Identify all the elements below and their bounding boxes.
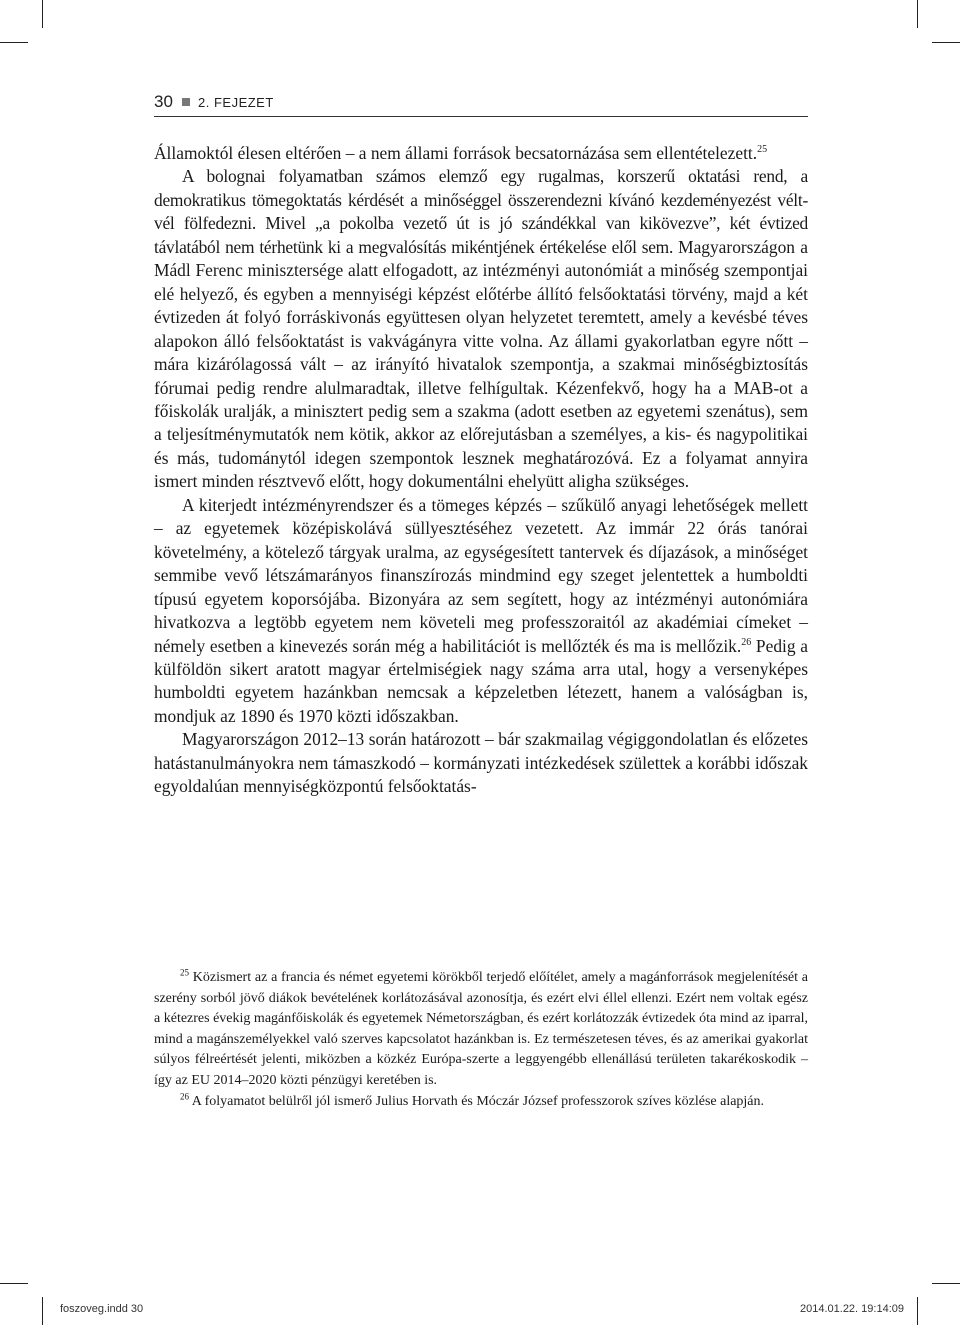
footnote-reference[interactable]: 25 — [757, 144, 768, 156]
running-header — [154, 90, 808, 117]
paragraph — [154, 494, 808, 729]
crop-mark — [42, 0, 43, 28]
footnote-number: 25 — [180, 967, 189, 978]
square-bullet-icon — [182, 98, 190, 106]
paragraph — [154, 142, 808, 165]
paragraph-text: A bolognai folyamatban számos elemző egy rugalmas, korszerű oktatási rend, a demokratikus tömegoktatás kérdését a minőséggel összerendezni kívánó kezdeményezést vélt-vél fölfedezni. Mivel „a pokolba vezető út is jó szándékkal van kikövezve”, két évtized távlatából nem térhetünk ki a megvalósítás mikéntjének értékelése elől sem. — [154, 166, 808, 257]
crop-mark — [932, 42, 960, 43]
footnote-text: Közismert az a francia és német egyetemi körökből terjedő előítélet, amely a magánforrások megjelenítését a szerény sorból jövő diákok bevételének korlátozásával azonosítja, és ezért elvi éllel ellenzi. Ezért nem voltak egész a kétezres évekig magánfőiskolák és egyetemek Németországban, és ezért korlátozzák évtizedek óta mind az iparral, mind a magánszemélyekkel való szerves kapcsolatot hazánkban is. Ez természetesen téves, és az amerikai gyakorlat súlyos félreértését jelenti, miközben a közkéz Európa-szerte a leggyengébb ellenállású területen takarékoskodik – így az EU 2014–2020 közti pénzügyi keretében is. — [154, 970, 809, 1088]
paragraph — [154, 165, 808, 493]
main-text — [154, 142, 808, 799]
crop-mark — [0, 42, 28, 43]
crop-mark — [917, 0, 918, 28]
slug-filename: foszoveg.indd 30 — [60, 1303, 144, 1315]
slug-timestamp: 2014.01.22. 19:14:09 — [800, 1303, 904, 1315]
paragraph-text: A kiterjedt intézményrendszer és a tömeges képzés – szűkülő anyagi lehetőségek mellett – az egyetemek középiskolává süllyesztéséhez vezetett. Az immár 22 órás tanórai követelmény, a kötelező tárgyak uralma, az egységesített tantervek és díjazások, a minőséget semmibe vevő létszámarányos finanszírozás mindmind egy szeget jelentettek a humboldti típusú egyetem koporsójába. Bizonyára az sem segített, hogy az intézményi autonómiára hivatkozva a legtöbb egyetem nem követeli meg professzoraitól az akadémiai címeket – némely esetben a kinevezés során még a habilitációt is mellőzték és ma is mellőzik. — [154, 494, 808, 656]
page-number: 30 — [154, 92, 173, 111]
paragraph-text: Magyarországon a Mádl Ferenc minisztersége alatt elfogadott, az intézményi autonómiát a minőség szempontjai elé helyező, és egyben a mennyiségi képzést előtérbe állító felsőoktatási törvény, majd a két évtizeden át folyó forráskivonás együttesen olyan helyzetet teremtett, amely a kevésbé téves alapokon álló felsőoktatást is vakvágányra vitte volna. Az állami gyakorlatban egyre nőtt – mára kizárólagossá vált – az irányító hivatalok szempontja, a szakmai minőségbiztosítás fórumai pedig rendre alulmaradtak, illetve felhígultak. Kézenfekvő, hogy ha a MAB-ot a főiskolák uralják, a minisztert pedig sem a szakma (adott esetben az egyetemi szenátus), sem a teljesítménymutatók nem kötik, akkor az előrejutásban a személyes, a kis- és nagypolitikai és más, tudománytól idegen szempontok lesznek meghatározóvá. Ez a folyamat annyira ismert minden résztvevő előtt, hogy dokumentálni ehelyütt aligha szükséges. — [154, 236, 808, 492]
footnote-reference[interactable]: 26 — [741, 636, 752, 648]
footnotes — [154, 968, 808, 1112]
paragraph-text: Államoktól élesen eltérően – a nem állami források becsatornázása sem ellentételezett. — [154, 143, 758, 163]
crop-mark — [932, 1283, 960, 1284]
chapter-label: 2. FEJEZET — [198, 95, 274, 110]
footnote — [154, 1092, 808, 1113]
crop-mark — [917, 1297, 918, 1325]
crop-mark — [0, 1283, 28, 1284]
crop-mark — [42, 1297, 43, 1325]
footnote-number: 26 — [180, 1090, 189, 1101]
paragraph — [154, 728, 808, 798]
footnote-text: A folyamatot belülről jól ismerő Julius Horvath és Móczár József professzorok szíves közlése alapján. — [191, 1093, 765, 1109]
paragraph-text: Magyarországon 2012–13 során határozott – bár szakmailag végiggondolatlan és előzetes hatástanulmányokra nem támaszkodó – kormányzati intézkedések születtek a korábbi időszak egyoldalúan mennyiségközpontú felsőoktatás- — [154, 729, 808, 797]
paragraph-text: Pedig a külföldön sikert aratott magyar értelmiségiek nagy száma arra utal, hogy a versenyképes humboldti egyetem hazánkban nemcsak a képzeletben létezett, hanem a valóságban is, mondjuk az 1890 és 1970 közti időszakban. — [154, 635, 808, 726]
footnote — [154, 968, 808, 1092]
